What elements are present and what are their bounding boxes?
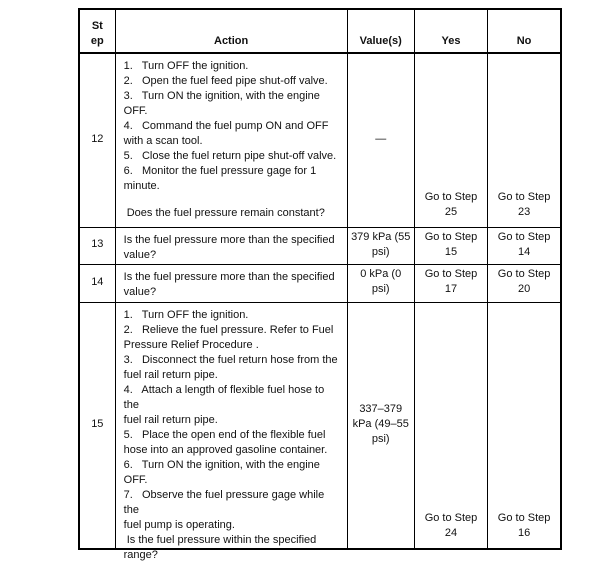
action-steps-text: 1. Turn OFF the ignition. 2. Relieve the fuel pressure. Refer to Fuel Pressure Relief Procedure . 3. Disconnect the fuel return hose from the fuel rail return pipe. 4. Attach a length of flexible fuel hose to the fuel rail return pipe. 5. Place the open end of the flexible fuel hose into an approved gasoline container. 6. Turn ON the ignition, with the engine OFF. 7. Observe the fuel pressure gage while the fuel pump is operating. bbox=[123, 309, 338, 531]
no-cell bbox=[488, 265, 561, 303]
action-steps-text: Is the fuel pressure more than the specified value? bbox=[123, 271, 335, 298]
value-cell bbox=[347, 265, 414, 303]
action-question-text: Is the fuel pressure within the specified range? bbox=[123, 534, 320, 561]
action-cell bbox=[115, 53, 347, 228]
header-no-label: No bbox=[516, 35, 532, 47]
yes-cell bbox=[414, 228, 487, 265]
action-cell bbox=[115, 265, 347, 303]
step-cell bbox=[79, 265, 115, 303]
header-no-cell bbox=[488, 9, 561, 53]
table-header-row bbox=[79, 9, 561, 53]
header-step-cell bbox=[79, 9, 115, 53]
yes-goto-text: Go to Step 25 bbox=[424, 191, 478, 218]
yes-cell bbox=[414, 265, 487, 303]
step-number: 15 bbox=[91, 417, 104, 430]
action-steps-text: Is the fuel pressure more than the specified value? bbox=[123, 234, 335, 261]
yes-cell bbox=[414, 53, 487, 228]
header-yes-cell bbox=[414, 9, 487, 53]
diagnostic-table bbox=[78, 8, 562, 561]
no-goto-text: Go to Step 23 bbox=[497, 191, 551, 218]
value-cell bbox=[347, 303, 414, 550]
value-cell bbox=[347, 53, 414, 228]
table-row-step-15 bbox=[79, 303, 561, 550]
no-cell bbox=[488, 303, 561, 550]
step-number: 14 bbox=[91, 275, 104, 288]
table-row-step-12 bbox=[79, 53, 561, 228]
table-row-step-13 bbox=[79, 228, 561, 265]
step-number: 12 bbox=[91, 132, 104, 145]
action-question-text: Does the fuel pressure remain constant? bbox=[123, 207, 325, 219]
step-number: 13 bbox=[91, 238, 104, 250]
no-goto-text: Go to Step 14 bbox=[497, 230, 551, 258]
step-cell bbox=[79, 53, 115, 228]
yes-goto-text: Go to Step 24 bbox=[424, 512, 478, 539]
yes-goto-text: Go to Step 17 bbox=[424, 268, 478, 295]
step-cell bbox=[79, 303, 115, 550]
yes-goto-text: Go to Step 15 bbox=[424, 230, 478, 258]
value-text: 0 kPa (0 psi) bbox=[360, 268, 402, 295]
value-text: 379 kPa (55 psi) bbox=[351, 230, 411, 258]
header-step-label: St ep bbox=[90, 20, 104, 47]
header-values-label: Value(s) bbox=[359, 35, 402, 47]
no-goto-text: Go to Step 20 bbox=[497, 268, 551, 295]
header-action-cell bbox=[115, 9, 347, 53]
action-cell bbox=[115, 228, 347, 265]
header-values-cell bbox=[347, 9, 414, 53]
value-cell bbox=[347, 228, 414, 265]
no-cell bbox=[488, 228, 561, 265]
header-yes-label: Yes bbox=[441, 35, 461, 47]
action-steps-text: 1. Turn OFF the ignition. 2. Open the fuel feed pipe shut-off valve. 3. Turn ON the ignition, with the engine OFF. 4. Command the fuel pump ON and OFF with a scan tool. 5. Close the fuel return pipe shut-off valve. 6. Monitor the fuel pressure gage for 1 minute. bbox=[123, 60, 337, 192]
no-cell bbox=[488, 53, 561, 228]
value-text: 337–379 kPa (49–55 psi) bbox=[352, 402, 409, 445]
value-text: — bbox=[375, 132, 387, 145]
table-row-step-14 bbox=[79, 265, 561, 303]
yes-cell bbox=[414, 303, 487, 550]
action-cell bbox=[115, 303, 347, 561]
step-cell bbox=[79, 228, 115, 265]
header-action-label: Action bbox=[214, 35, 249, 47]
no-goto-text: Go to Step 16 bbox=[497, 512, 551, 539]
